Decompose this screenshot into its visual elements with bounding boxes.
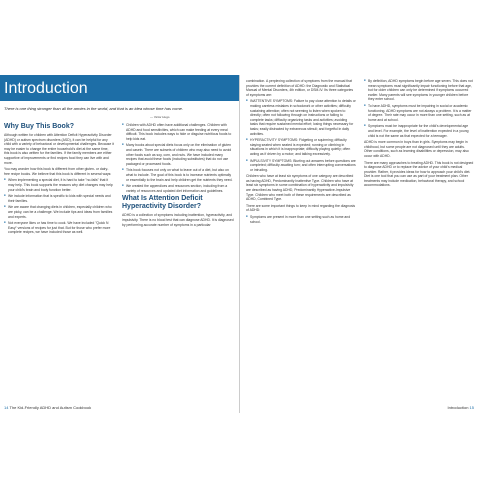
epigraph: There is one thing stronger than all the armies in the world, and that is an idea whose time has come.	[4, 106, 183, 111]
list-item: ■ INATTENTIVE SYMPTOMS: Failure to pay close attention to details or making careless mistakes in schoolwork or other activities; difficulty sustaining attention; often not seeming to listen when spoken to directly; often not following through on instructions or failing to complete tasks; difficulty organizing tasks and activities; avoiding tasks that require sustained mental effort; losing things necessary for tasks; easily distracted by extraneous stimuli; and forgetful in daily activities.	[246, 99, 356, 136]
paragraph: There are many approaches to treating ADHD. This book is not designed to diagnose ADHD or to replace the advice of your child's medical provider. Rather, it provides ideas for how to approach your child's diet. Diet is one tool that you can use as part of your treatment plan. Other treatments may include medication, behavioral therapy, and school accommodations.	[364, 160, 474, 188]
right-column-2	[364, 79, 474, 190]
paragraph: You may wonder how this book is different from other gluten- or dairy-free recipe books. We believe that this book is different in several ways:	[4, 167, 112, 176]
list-item: ■ HYPERACTIVITY SYMPTOMS: Fidgeting or squirming; difficulty staying seated when seated is expected; running or climbing in situations in which it is inappropriate; difficulty playing quietly; often acting as if driven by a motor; and talking excessively.	[246, 138, 356, 156]
running-footer: Introduction	[447, 405, 469, 410]
book-spread	[0, 75, 480, 413]
paragraph: Although written for children with Attention Deficit Hyperactivity Disorder (ADHD) or autism spectrum disorders (ASD), it can be helpful for any child with a variety of behavioral or developmental challenges. Because it may be easier to change the entire household's diet at the same time, this book is also written for the families. If the family members are either supportive of improvements or find recipes food they can live with and more.	[4, 133, 114, 165]
list-item: ■ Children with ADHD often have additional challenges. Children with ADHD and food sensitivities, which can make feeding at every meal difficult. This book includes ways to hide or disguise nutritious foods to help kids eat.	[122, 123, 234, 141]
right-page	[240, 75, 480, 413]
running-footer: The Kid-Friendly ADHD and Autism Cookbook	[9, 405, 92, 410]
list-item: ■ Symptoms must be inappropriate for the child's developmental age and level. For example, the level of inattention expected in a young child is not the same as that expected for a teenager.	[364, 124, 474, 138]
paragraph: Children who have at least six symptoms of one category are described as having ADHD, Predominantly Inattentive Type. Children who have at least six symptoms in some combination of hyperactivity and impulsivity are described as having ADHD, Predominantly Hyperactive-Impulsive Type. Children who meet both of these requirements are described as ADHD, Combined Type.	[246, 174, 354, 202]
title-band	[0, 75, 240, 101]
right-column-1	[246, 79, 356, 226]
left-column-2	[122, 123, 234, 229]
list-item: ■ To have ADHD, symptoms must be impairing in social or academic functioning. ADHD symptoms are not always a problem. It is a matter of degree. Their rate may occur in more than one setting, such as at home and at school.	[364, 104, 474, 122]
list-item: ■ Many books about special diets focus only on the elimination of gluten and casein. There are subsets of children who may also need to avoid other foods such as soy, corn, and nuts. We have included many recipes that avoid these foods (including substitutes) that do not use packaged or processed foods.	[122, 143, 234, 166]
page-title: Introduction	[4, 80, 88, 97]
bullet-list	[364, 79, 474, 138]
page-number: 15	[469, 405, 474, 410]
right-footer	[448, 405, 474, 410]
bullet-list	[246, 99, 356, 172]
bullet-list	[4, 178, 114, 235]
list-item: ■ When implementing a special diet, it is hard to take "no-fails" that it may help. This book supports the reasons why diet changes may help your child's brain and body function better.	[4, 178, 114, 192]
list-item: ■ We include information that is specific to kids with special needs and their families.	[4, 194, 114, 203]
left-footer	[4, 405, 91, 410]
bullet-list	[246, 215, 356, 224]
paragraph: ADHD is more common in boys than in girls. Symptoms may begin in childhood, but some people are not diagnosed until they are adults. Other conditions, such as learning disabilities or depression, may also occur with ADHD.	[364, 140, 469, 158]
list-item: ■ Not everyone likes or has time to cook. We have included "Quick N Easy" versions of recipes for just that. But for those who prefer more complete recipes, we have included those as well.	[4, 221, 114, 235]
list-item: ■ Symptoms are present in more than one setting such as home and school.	[246, 215, 356, 224]
list-item: ■ This book focuses not only on what to leave out of a diet, but also on what to include. The goal of this book is to increase nutrients optimally or essentially to the brain and help children get the nutrients they need.	[122, 168, 234, 182]
left-page	[0, 75, 240, 413]
page-number: 14	[4, 405, 9, 410]
paragraph: combination. A perplexing collection of symptoms from the manual that provides the current definition of ADHD: the Diagnostic and Statistical Manual of Mental Disorders, 4th edition, or DSM-IV. Its three categories of symptoms are:	[246, 79, 354, 97]
left-column-1	[4, 123, 114, 237]
section-heading: What Is Attention Deficit Hyperactivity Disorder?	[122, 195, 203, 211]
list-item: ■ We are aware that changing diets in children, especially children who are picky, can be a challenge. We include tips and ideas from families and experts.	[4, 205, 114, 219]
epigraph-author: — Victor Hugo	[150, 115, 170, 119]
list-item: ■ We created the appendices and resources section, including from a variety of resources and updated diet information and guidelines.	[122, 184, 234, 193]
list-item: ■ IMPULSIVITY SYMPTOMS: Blurting out answers before questions are completed; difficulty awaiting turn; and often interrupting conversations or intruding.	[246, 159, 356, 173]
paragraph: ADHD is a collection of symptoms including inattention, hyperactivity, and impulsivity. There is no blood test that can diagnose ADHD. It is diagnosed by performing accurate number of symptoms in a particular	[122, 213, 234, 227]
list-item: ■ By definition, ADHD symptoms begin before age seven. This does not mean symptoms must significantly impair functioning before that age, but for older children can only be determined if symptoms occurred earlier. Many parents will see symptoms in younger children before they enter school.	[364, 79, 474, 102]
bullet-list	[122, 123, 234, 193]
paragraph: There are some important things to keep in mind regarding the diagnosis of ADHD:	[246, 203, 356, 213]
section-heading: Why Buy This Book?	[4, 123, 74, 130]
